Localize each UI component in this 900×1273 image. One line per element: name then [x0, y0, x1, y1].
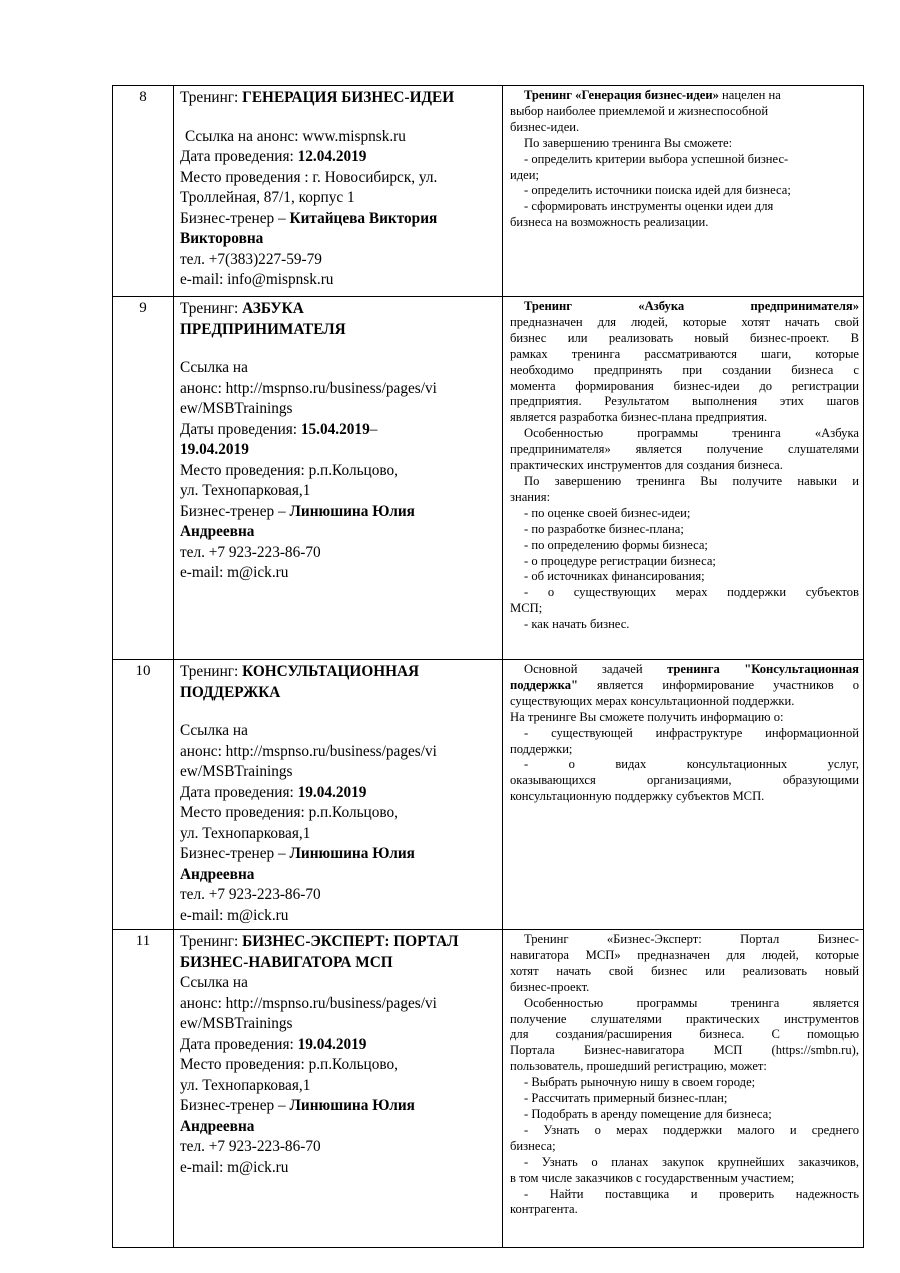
- desc-line: поддержки;: [510, 741, 573, 756]
- desc-line: МСП;: [510, 601, 543, 616]
- announce-link[interactable]: Ссылка на анонс: www.mispnsk.ru: [185, 127, 406, 145]
- announce-link[interactable]: анонс: http://mspnso.ru/business/pages/vi: [180, 994, 437, 1012]
- training-title: ПОДДЕРЖКА: [180, 683, 281, 701]
- desc-line: существующих мерах консультационной поддержки.: [510, 693, 795, 708]
- desc-line: - о процедуре регистрации бизнеса;: [524, 553, 716, 568]
- desc-line: - сформировать инструменты оценки идеи для: [524, 199, 774, 214]
- training-info: [174, 660, 503, 930]
- training-place: ул. Технопарковая,1: [180, 482, 311, 499]
- desc-line: идеи;: [510, 167, 539, 182]
- training-date: Дата проведения: 12.04.2019: [180, 148, 367, 165]
- desc-line: По завершению тренинга Вы сможете:: [524, 135, 733, 150]
- trainer: Андреевна: [180, 523, 255, 540]
- announce-link[interactable]: анонс: http://mspnso.ru/business/pages/vi: [180, 379, 437, 397]
- desc-line: бизнес-проект.: [510, 979, 590, 994]
- training-place: ул. Технопарковая,1: [180, 1076, 311, 1094]
- desc-line: предпринимателя» является получение слушателями: [510, 442, 859, 457]
- training-description: [503, 660, 864, 930]
- email-link[interactable]: e-mail: m@ick.ru: [180, 564, 289, 581]
- desc-line: бизнеса на возможность реализации.: [510, 215, 709, 230]
- desc-line: пользователь, прошедший регистрацию, может:: [510, 1059, 767, 1074]
- row-number: 8: [113, 86, 174, 297]
- announce-link[interactable]: анонс: http://mspnso.ru/business/pages/vi: [180, 742, 437, 760]
- desc-line: предназначен для людей, которые хотят начать свой: [510, 314, 859, 329]
- table-row: [113, 930, 864, 1248]
- training-place: Место проведения: р.п.Кольцово,: [180, 1056, 398, 1073]
- desc-line: - Узнать о мерах поддержки малого и среднего: [524, 1122, 859, 1137]
- desc-line: - Найти поставщика и проверить надежность: [524, 1186, 859, 1201]
- desc-line: На тренинге Вы сможете получить информацию о:: [510, 709, 784, 724]
- training-date: Даты проведения: 15.04.2019–: [180, 420, 378, 438]
- training-description: [503, 297, 864, 660]
- desc-line: необходимо предпринять при создании бизнеса с: [510, 362, 859, 377]
- training-info: [174, 297, 503, 660]
- table-row: [113, 660, 864, 930]
- desc-line: в том числе заказчиков с государственным участием;: [510, 1170, 795, 1185]
- desc-line: - о существующих мерах поддержки субъектов: [524, 585, 859, 600]
- trainer: Бизнес-тренер – Линюшина Юлия: [180, 1097, 415, 1114]
- desc-line: получение слушателями практических инструментов: [510, 1011, 859, 1026]
- desc-line: рамках тренинга рассматриваются шаги, которые: [510, 346, 859, 361]
- desc-line: По завершению тренинга Вы получите навыки и: [524, 473, 859, 488]
- desc-line: оказывающихся организациями, образующими: [510, 773, 859, 788]
- desc-line: бизнес-идеи.: [510, 119, 580, 134]
- desc-line: - по оценке своей бизнес-идеи;: [524, 505, 691, 520]
- trainings-table: [112, 85, 864, 1248]
- training-title: Тренинг: КОНСУЛЬТАЦИОННАЯ: [180, 663, 420, 680]
- email-link[interactable]: e-mail: info@mispnsk.ru: [180, 271, 334, 288]
- email-link[interactable]: e-mail: m@ick.ru: [180, 1158, 289, 1176]
- phone: тел. +7 923-223-86-70: [180, 1138, 321, 1155]
- training-place: Место проведения: р.п.Кольцово,: [180, 804, 398, 821]
- desc-line: - Узнать о планах закупок крупнейших заказчиков,: [524, 1154, 859, 1169]
- trainer: Бизнес-тренер – Китайцева Виктория: [180, 209, 438, 227]
- training-title: Тренинг: АЗБУКА: [180, 300, 304, 317]
- phone: тел. +7 923-223-86-70: [180, 543, 321, 561]
- desc-line: Тренинг «Генерация бизнес-идеи» нацелен на: [524, 88, 781, 102]
- phone: тел. +7 923-223-86-70: [180, 886, 321, 903]
- desc-line: бизнеса;: [510, 1138, 556, 1153]
- table-row: [113, 86, 864, 297]
- row-number: 10: [113, 660, 174, 930]
- desc-line: консультационную поддержку субъектов МСП.: [510, 789, 765, 804]
- desc-line: выбор наиболее приемлемой и жизнеспособной: [510, 103, 769, 118]
- desc-line: - определить источники поиска идей для бизнеса;: [524, 183, 791, 198]
- email-link[interactable]: e-mail: m@ick.ru: [180, 906, 289, 924]
- training-place: Место проведения: р.п.Кольцово,: [180, 461, 398, 479]
- desc-line: - об источниках финансирования;: [524, 569, 705, 584]
- desc-line: - существующей инфраструктуре информационной: [524, 725, 859, 740]
- training-date: Дата проведения: 19.04.2019: [180, 1035, 367, 1053]
- row-number: 11: [113, 930, 174, 1248]
- training-info: [174, 930, 503, 1248]
- announce-label: Ссылка на: [180, 974, 248, 991]
- desc-line: - Выбрать рыночную нишу в своем городе;: [524, 1075, 756, 1090]
- desc-line: Особенностью программы тренинга является: [524, 995, 859, 1010]
- desc-line: знания:: [510, 489, 551, 504]
- desc-line: хотят начать свой бизнес или реализовать новый: [510, 963, 859, 978]
- training-title: БИЗНЕС-НАВИГАТОРА МСП: [180, 953, 393, 971]
- trainer: Андреевна: [180, 865, 255, 883]
- desc-line: Особенностью программы тренинга «Азбука: [524, 426, 859, 441]
- trainer: Бизнес-тренер – Линюшина Юлия: [180, 502, 415, 520]
- desc-line: Тренинг «Бизнес-Эксперт: Портал Бизнес-: [524, 932, 859, 946]
- trainer: Викторовна: [180, 230, 264, 247]
- desc-line: момента формирования бизнес-идеи до регистрации: [510, 378, 859, 393]
- desc-line: является разработка бизнес-плана предприятия.: [510, 410, 768, 425]
- desc-line: - о видах консультационных услуг,: [524, 757, 859, 772]
- announce-link[interactable]: ew/MSBTrainings: [180, 400, 293, 417]
- training-date: 19.04.2019: [180, 441, 249, 458]
- trainer: Андреевна: [180, 1117, 255, 1135]
- trainer: Бизнес-тренер – Линюшина Юлия: [180, 845, 415, 862]
- desc-line: Основной задачей тренинга "Консультационная: [524, 662, 859, 676]
- desc-line: Портала Бизнес-навигатора МСП (https://smbn.ru),: [510, 1043, 859, 1058]
- desc-line: - Рассчитать примерный бизнес-план;: [524, 1091, 728, 1106]
- training-title: ПРЕДПРИНИМАТЕЛЯ: [180, 320, 346, 338]
- announce-label: Ссылка на: [180, 359, 248, 376]
- training-description: [503, 86, 864, 297]
- training-info: [174, 86, 503, 297]
- desc-line: - по разработке бизнес-плана;: [524, 521, 684, 536]
- desc-line: Тренинг «Азбука предпринимателя»: [524, 299, 859, 313]
- announce-label: Ссылка на: [180, 722, 248, 739]
- training-title: Тренинг: ГЕНЕРАЦИЯ БИЗНЕС-ИДЕИ: [180, 89, 455, 106]
- desc-line: - Подобрать в аренду помещение для бизнеса;: [524, 1106, 772, 1121]
- desc-line: для создания/расширения бизнеса. С помощью: [510, 1027, 859, 1042]
- training-title: Тренинг: БИЗНЕС-ЭКСПЕРТ: ПОРТАЛ: [180, 933, 459, 950]
- table-row: [113, 297, 864, 660]
- desc-line: практических инструментов для создания бизнеса.: [510, 458, 783, 473]
- desc-line: бизнес или реализовать новый бизнес-проект. В: [510, 330, 859, 345]
- training-place: Место проведения : г. Новосибирск, ул.: [180, 168, 438, 186]
- desc-line: предприятия. Результатом выполнения этих шагов: [510, 394, 859, 409]
- desc-line: - как начать бизнес.: [524, 617, 630, 632]
- desc-line: поддержка" является информирование участников о: [510, 677, 859, 692]
- announce-link[interactable]: ew/MSBTrainings: [180, 1015, 293, 1032]
- training-description: [503, 930, 864, 1248]
- desc-line: навигатора МСП» предназначен для людей, которые: [510, 947, 859, 962]
- phone: тел. +7(383)227-59-79: [180, 250, 322, 268]
- desc-line: контрагента.: [510, 1202, 578, 1217]
- announce-link[interactable]: ew/MSBTrainings: [180, 763, 293, 780]
- desc-line: - определить критерии выбора успешной бизнес-: [524, 151, 789, 166]
- row-number: 9: [113, 297, 174, 660]
- training-place: ул. Технопарковая,1: [180, 824, 311, 842]
- training-place: Троллейная, 87/1, корпус 1: [180, 189, 355, 206]
- desc-line: - по определению формы бизнеса;: [524, 537, 708, 552]
- training-date: Дата проведения: 19.04.2019: [180, 783, 367, 801]
